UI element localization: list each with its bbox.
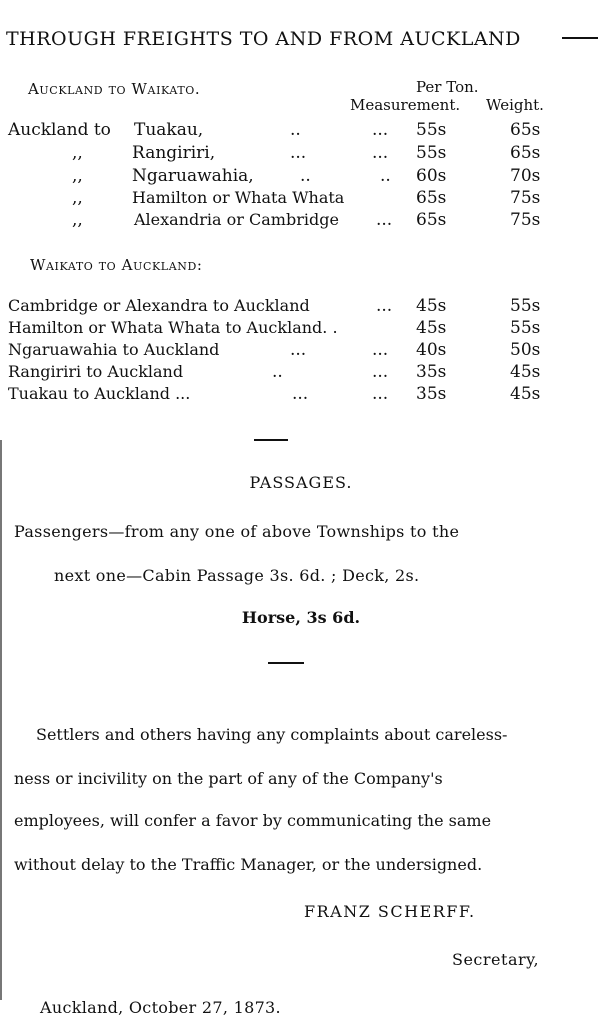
table-row — [0, 120, 602, 142]
leader-dots: ... — [372, 143, 389, 163]
notice-line: without delay to the Traffic Manager, or the undersigned. — [14, 855, 483, 874]
leader-dots: .. — [272, 362, 283, 382]
ditto-mark: ,, — [72, 188, 83, 208]
measurement-rate: 65s — [416, 188, 447, 208]
measurement-rate: 35s — [416, 362, 447, 382]
notice-heading: THROUGH FREIGHTS TO AND FROM AUCKLAND — [6, 28, 521, 50]
leader-dots: ... — [376, 210, 393, 230]
measurement-header: Measurement. — [350, 96, 461, 114]
route: Cambridge or Alexandra to Auckland — [8, 296, 310, 315]
route: Tuakau to Auckland ... — [8, 384, 191, 403]
leader-dots: .. — [290, 120, 301, 140]
table-row — [0, 362, 602, 384]
passages-line: Passengers—from any one of above Townships to the — [14, 522, 460, 541]
table-row — [0, 188, 602, 210]
weight-rate: 55s — [510, 296, 541, 316]
weight-rate: 45s — [510, 362, 541, 382]
weight-header: Weight. — [486, 96, 544, 114]
leader-dots: ... — [292, 384, 309, 404]
signature-name: FRANZ SCHERFF. — [304, 902, 476, 921]
weight-rate: 70s — [510, 166, 541, 186]
signature-title: Secretary, — [452, 950, 540, 969]
passages-title: PASSAGES. — [249, 473, 353, 492]
leader-dots: ... — [290, 143, 307, 163]
notice-line: ness or incivility on the part of any of the Company's — [14, 769, 443, 788]
measurement-rate: 55s — [416, 120, 447, 140]
weight-rate: 55s — [510, 318, 541, 338]
ditto-mark: ,, — [72, 166, 83, 186]
destination: Hamilton or Whata Whata — [132, 188, 345, 207]
destination: Rangiriri, — [132, 143, 216, 163]
destination: Alexandria or Cambridge — [134, 210, 339, 229]
ditto-mark: ,, — [72, 143, 83, 163]
measurement-rate: 55s — [416, 143, 447, 163]
route: Rangiriri to Auckland — [8, 362, 184, 381]
weight-rate: 65s — [510, 143, 541, 163]
table-row — [0, 210, 602, 232]
leader-dots: ... — [372, 120, 389, 140]
destination: Ngaruawahia, — [132, 166, 254, 186]
table-row — [0, 166, 602, 188]
table-row — [0, 143, 602, 165]
measurement-rate: 40s — [416, 340, 447, 360]
section-divider — [268, 662, 304, 664]
leader-dots: .. — [300, 166, 311, 186]
table-row — [0, 340, 602, 362]
page-edge-line — [0, 440, 2, 1000]
inbound-title: Waikato to Auckland: — [30, 256, 203, 274]
leader-dots: ... — [372, 362, 389, 382]
table-row — [0, 384, 602, 406]
horse-rate: Horse, 3s 6d. — [241, 608, 361, 627]
measurement-rate: 65s — [416, 210, 447, 230]
leader-dots: ... — [372, 384, 389, 404]
weight-rate: 45s — [510, 384, 541, 404]
weight-rate: 75s — [510, 210, 541, 230]
weight-rate: 50s — [510, 340, 541, 360]
weight-rate: 75s — [510, 188, 541, 208]
destination: Tuakau, — [134, 120, 204, 140]
table-row — [0, 296, 602, 318]
route: Hamilton or Whata Whata to Auckland. . — [8, 318, 338, 337]
leader-dots: .. — [380, 166, 391, 186]
measurement-rate: 60s — [416, 166, 447, 186]
section-divider — [254, 439, 288, 441]
route-prefix: Auckland to — [8, 120, 111, 140]
measurement-rate: 35s — [416, 384, 447, 404]
table-row — [0, 318, 602, 340]
leader-dots: ... — [372, 340, 389, 360]
heading-rule — [562, 37, 598, 39]
per-ton-header: Per Ton. — [416, 78, 479, 96]
notice-line: employees, will confer a favor by communicating the same — [14, 811, 492, 830]
notice-line: Settlers and others having any complaints about careless- — [36, 725, 508, 744]
outbound-title: Auckland to Waikato. — [28, 80, 201, 98]
measurement-rate: 45s — [416, 318, 447, 338]
weight-rate: 65s — [510, 120, 541, 140]
ditto-mark: ,, — [72, 210, 83, 230]
passages-line: next one—Cabin Passage 3s. 6d. ; Deck, 2s. — [54, 566, 420, 585]
route: Ngaruawahia to Auckland — [8, 340, 220, 359]
leader-dots: ... — [376, 296, 393, 316]
leader-dots: ... — [290, 340, 307, 360]
measurement-rate: 45s — [416, 296, 447, 316]
dateline: Auckland, October 27, 1873. — [40, 998, 281, 1017]
